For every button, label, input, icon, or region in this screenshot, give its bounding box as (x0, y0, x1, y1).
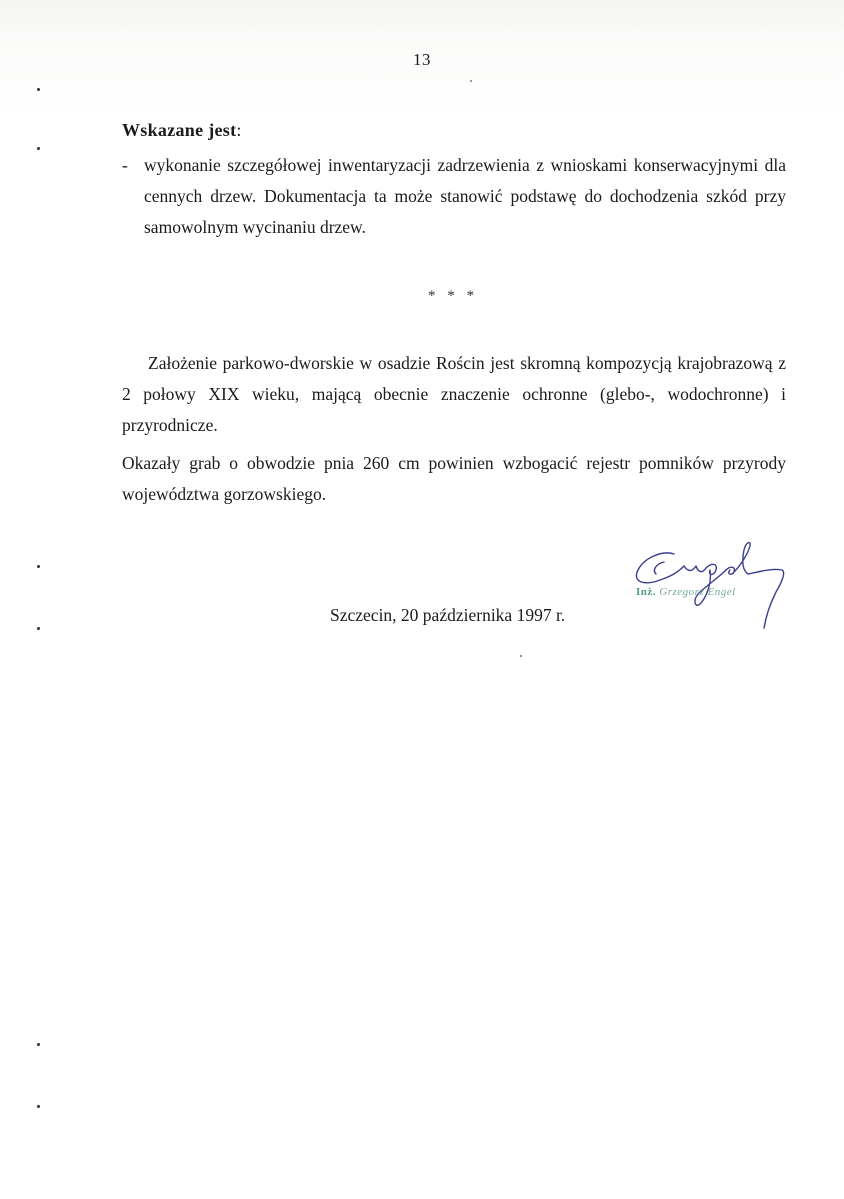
scan-mark (37, 88, 40, 91)
summary-paragraph-2: Okazały grab o obwodzie pnia 260 cm powinien wzbogacić rejestr pomników przyrody województwa gorzowskiego. (122, 453, 786, 504)
section-separator: * * * (428, 288, 478, 304)
recommendation-list-item (122, 150, 786, 243)
section-heading-colon: : (236, 120, 242, 140)
scan-mark (37, 565, 40, 568)
section-heading (122, 120, 242, 141)
handwritten-signature (626, 532, 796, 632)
scan-mark (37, 627, 40, 630)
scan-mark (37, 1105, 40, 1108)
scan-mark (37, 1043, 40, 1046)
recommendation-text: wykonanie szczegółowej inwentaryzacji zadrzewienia z wnioskami konserwacyjnymi dla cennych drzew. Dokumentacja ta może stanowić podstawę do dochodzenia szkód przy samowolnym wycinaniu drzew. (144, 155, 786, 237)
scan-speck (520, 655, 522, 657)
stamp-prefix: Inż. (636, 586, 657, 598)
section-heading-text: Wskazane jest (122, 120, 237, 140)
name-stamp (636, 586, 796, 598)
page-number: 13 (413, 50, 431, 69)
scan-mark (37, 147, 40, 150)
stamp-name: Grzegorz Engel (659, 586, 736, 598)
place-and-date: Szczecin, 20 października 1997 r. (330, 605, 566, 625)
scan-speck (470, 80, 472, 82)
summary-paragraph-1: Założenie parkowo-dworskie w osadzie Rościn jest skromną kompozycją krajobrazową z 2 połowy XIX wieku, mającą obecnie znaczenie ochronne (glebo-, wodochronne) i przyrodnicze. (122, 353, 786, 435)
bullet-marker: - (122, 155, 128, 175)
